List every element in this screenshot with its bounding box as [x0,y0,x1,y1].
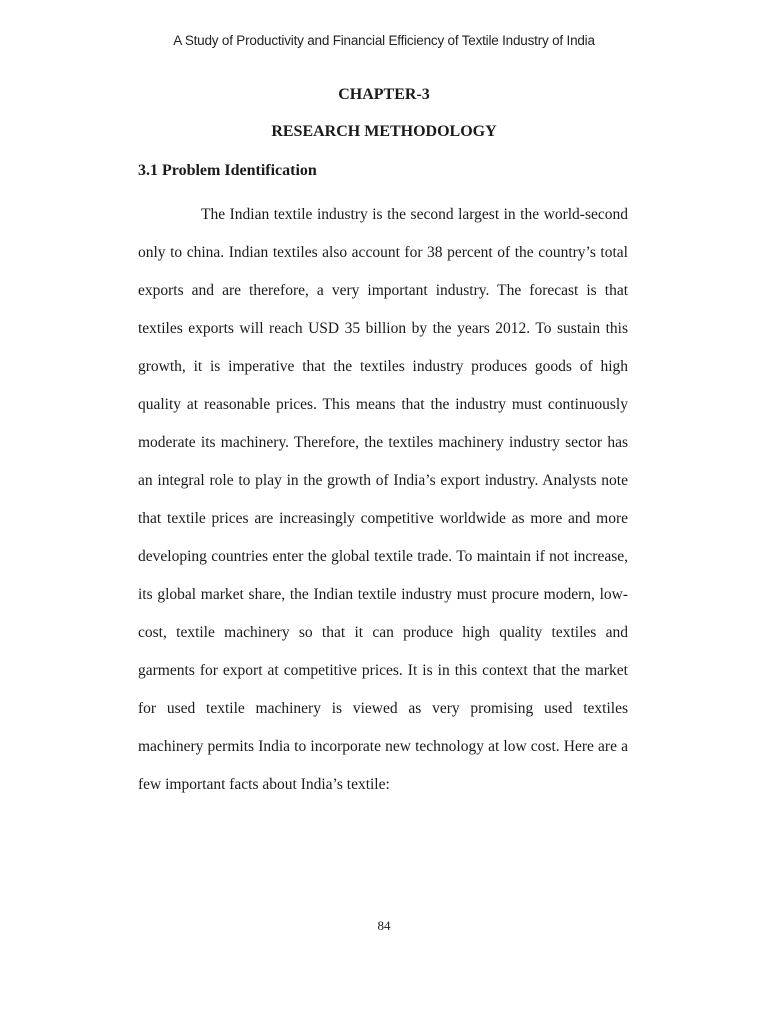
page-number: 84 [377,918,391,933]
section-heading: 3.1 Problem Identification [138,162,317,179]
running-header: A Study of Productivity and Financial Efficiency of Textile Industry of India [173,33,595,48]
chapter-label: CHAPTER-3 [338,86,430,103]
body-paragraph: The Indian textile industry is the second largest in the world-second only to china. Indian textiles also account for 38 percent of the country’s total exports and are therefore, a very important industry. The forecast is that textiles exports will reach USD 35 billion by the years 2012. To sustain this growth, it is imperative that the textiles industry produces goods of high quality at reasonable prices. This means that the industry must continuously moderate its machinery. Therefore, the textiles machinery industry sector has an integral role to play in the growth of India’s export industry. Analysts note that textile prices are increasingly competitive worldwide as more and more developing countries enter the global textile trade. To maintain if not increase, its global market share, the Indian textile industry must procure modern, low-cost, textile machinery so that it can produce high quality textiles and garments for export at competitive prices. It is in this context that the market for used textile machinery is viewed as very promising used textiles machinery permits India to incorporate new technology at low cost. Here are a few important facts about India’s textile: [138,206,628,793]
chapter-title: RESEARCH METHODOLOGY [271,123,497,140]
